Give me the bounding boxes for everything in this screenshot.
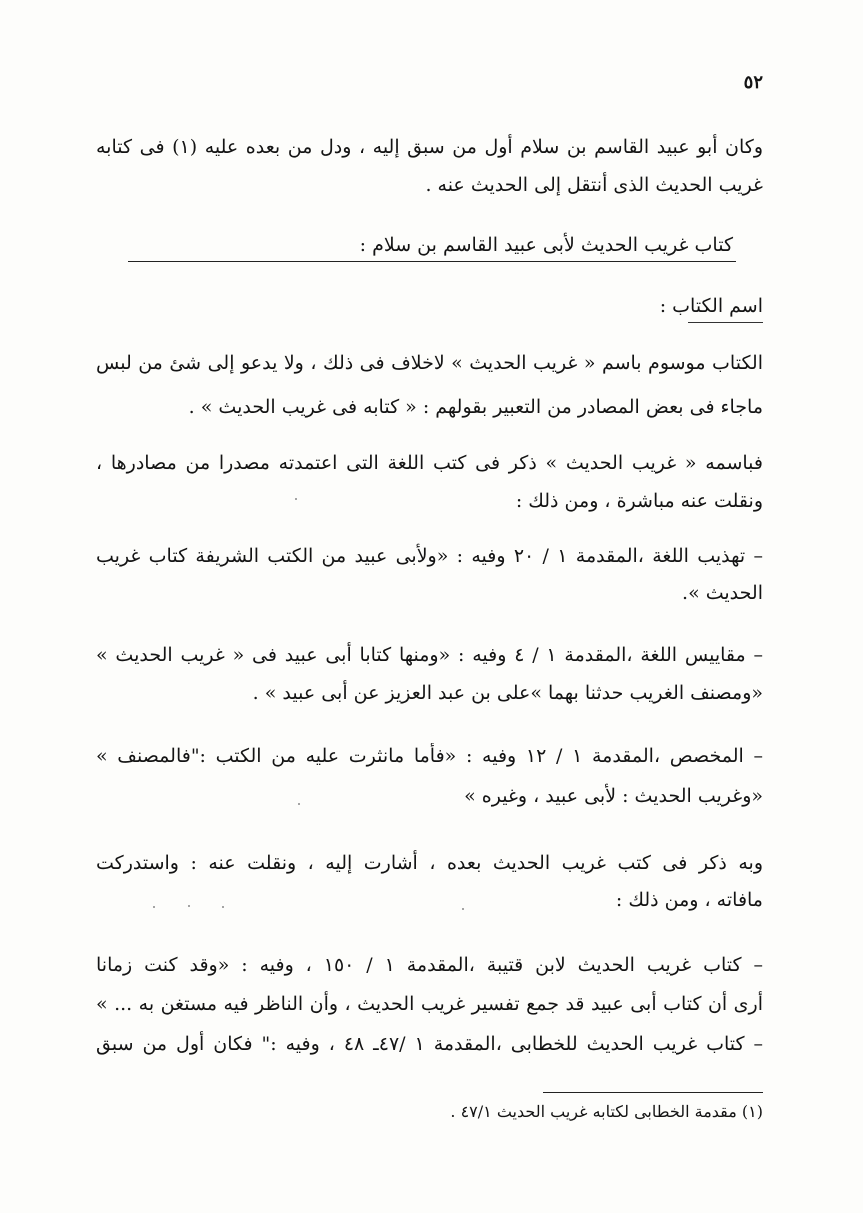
scan-speck — [295, 498, 297, 500]
paragraph-8-line-2: أرى أن كتاب أبى عبيد قد جمع تفسير غريب الحديث ، وأن الناظر فيه مستغن به ... » — [96, 993, 763, 1015]
paragraph-4-line-2: الحديث ». — [682, 582, 763, 604]
section-heading: كتاب غريب الحديث لأبى عبيد القاسم بن سلام : — [359, 234, 733, 256]
paragraph-3-line-2: ونقلت عنه مباشرة ، ومن ذلك : — [515, 490, 763, 512]
subsection-label: اسم الكتاب : — [659, 295, 763, 317]
page-number: ٥٢ — [743, 72, 763, 93]
paragraph-8-line-1: – كتاب غريب الحديث لابن قتيبة ،المقدمة ١ / ١٥٠ ، وفيه : «وقد كنت زمانا — [96, 954, 763, 976]
footnote: (١) مقدمة الخطابى لكتابه غريب الحديث ٤٧/١ . — [450, 1102, 763, 1121]
paragraph-3-line-1: فباسمه « غريب الحديث » ذكر فى كتب اللغة التى اعتمدته مصدرا من مصادرها ، — [96, 452, 763, 474]
paragraph-7-line-1: وبه ذكر فى كتب غريب الحديث بعده ، أشارت إليه ، ونقلت عنه : واستدركت — [96, 852, 763, 874]
paragraph-1-line-1: وكان أبو عبيد القاسم بن سلام أول من سبق إليه ، ودل من بعده عليه (١) فى كتابه — [96, 136, 763, 158]
paragraph-6-line-2: «وغريب الحديث : لأبى عبيد ، وغيره » — [464, 785, 763, 807]
paragraph-6-line-1: – المخصص ،المقدمة ١ / ١٢ وفيه : «فأما مانثرت عليه من الكتب :"فالمصنف » — [96, 745, 763, 767]
paragraph-5-line-2: «ومصنف الغريب حدثنا بهما »على بن عبد العزيز عن أبى عبيد » . — [252, 682, 763, 704]
scan-speck — [153, 906, 155, 908]
heading-underline — [128, 261, 736, 262]
paragraph-5-line-1: – مقاييس اللغة ،المقدمة ١ / ٤ وفيه : «ومنها كتابا أبى عبيد فى « غريب الحديث » — [96, 644, 763, 666]
scan-speck — [222, 906, 224, 908]
scan-speck — [188, 905, 190, 907]
footnote-separator — [543, 1092, 763, 1093]
paragraph-2-line-2: ماجاء فى بعض المصادر من التعبير بقولهم : « كتابه فى غريب الحديث » . — [188, 396, 763, 418]
scan-speck — [298, 803, 300, 805]
paragraph-4-line-1: – تهذيب اللغة ،المقدمة ١ / ٢٠ وفيه : «ولأبى عبيد من الكتب الشريفة كتاب غريب — [96, 545, 763, 567]
subsection-underline — [688, 322, 763, 323]
scan-speck — [462, 908, 464, 910]
paragraph-9-line-1: – كتاب غريب الحديث للخطابى ،المقدمة ١ /٤٧ـ ٤٨ ، وفيه :" فكان أول من سبق — [96, 1033, 763, 1055]
paragraph-7-line-2: مافاته ، ومن ذلك : — [615, 889, 763, 911]
paragraph-2-line-1: الكتاب موسوم باسم « غريب الحديث » لاخلاف فى ذلك ، ولا يدعو إلى شئ من لبس — [96, 352, 763, 374]
paragraph-1-line-2: غريب الحديث الذى أنتقل إلى الحديث عنه . — [425, 174, 763, 196]
